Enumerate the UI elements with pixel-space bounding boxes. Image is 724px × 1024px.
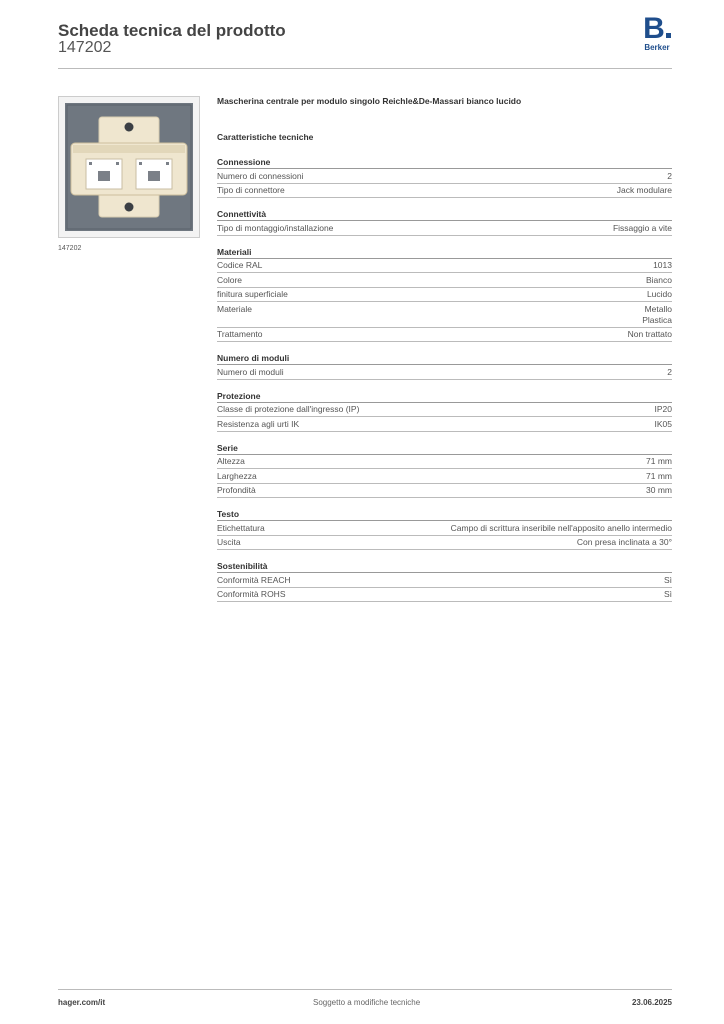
spec-label: Numero di connessioni xyxy=(217,170,304,181)
spec-label: Numero di moduli xyxy=(217,366,284,377)
section-title: Connettività xyxy=(217,208,672,221)
spec-value xyxy=(664,589,672,600)
spec-row xyxy=(217,184,672,199)
spec-value-line: 71 mm xyxy=(646,456,672,466)
spec-value-line: Fissaggio a vite xyxy=(612,222,672,233)
spec-row xyxy=(217,469,672,484)
spec-value-line: 2 xyxy=(667,170,672,181)
footer-notice: Soggetto a modifiche tecniche xyxy=(313,998,421,1007)
spec-label: Tipo di montaggio/installazione xyxy=(217,222,334,233)
spec-label: finitura superficiale xyxy=(217,289,288,299)
spec-value-line: 71 mm xyxy=(646,470,672,481)
spec-label: Colore xyxy=(217,274,243,285)
spec-row xyxy=(217,521,672,536)
spec-row xyxy=(217,221,672,236)
spec-value xyxy=(628,329,672,340)
spec-row xyxy=(217,288,672,303)
spec-label: Conformità ROHS xyxy=(217,589,286,599)
spec-label: Uscita xyxy=(217,537,241,547)
spec-label: Tipo di connettore xyxy=(217,185,285,195)
spec-value xyxy=(664,575,672,586)
spec-value-line: Bianco xyxy=(646,274,672,285)
spec-value xyxy=(655,419,673,430)
cover-plate-illustration xyxy=(59,97,199,237)
spec-label: Codice RAL xyxy=(217,260,263,270)
page-title: Scheda tecnica del prodotto xyxy=(58,21,286,40)
section-title: Sostenibilità xyxy=(217,560,672,573)
spec-section xyxy=(217,390,672,432)
spec-label: Classe di protezione dall'ingresso (IP) xyxy=(217,404,360,414)
spec-value xyxy=(613,223,672,234)
spec-label: Etichettatura xyxy=(217,522,265,533)
spec-label: Materiale xyxy=(217,303,252,314)
brand-name: Berker xyxy=(644,43,670,52)
spec-section xyxy=(217,246,672,343)
spec-value-line: Con presa inclinata a 30° xyxy=(576,537,672,547)
spec-row xyxy=(217,484,672,499)
spec-value xyxy=(653,260,672,271)
spec-value xyxy=(646,275,672,286)
spec-section xyxy=(217,208,672,236)
spec-row xyxy=(217,403,672,418)
image-caption: 147202 xyxy=(58,245,82,252)
spec-row xyxy=(217,273,672,288)
spec-row xyxy=(217,573,672,588)
spec-row xyxy=(217,536,672,551)
product-code: 147202 xyxy=(58,39,112,56)
spec-row xyxy=(217,455,672,470)
product-description: Mascherina centrale per modulo singolo Reichle&De-Massari bianco lucido xyxy=(217,96,522,106)
spec-row xyxy=(217,169,672,184)
spec-value-line: Campo di scrittura inseribile nell'apposito anello intermedio xyxy=(450,522,672,533)
spec-value-line: IP20 xyxy=(654,404,672,414)
spec-value-line: 30 mm xyxy=(646,485,672,495)
spec-row xyxy=(217,302,672,328)
section-title: Connessione xyxy=(217,156,672,169)
spec-value-line: Lucido xyxy=(646,289,672,299)
spec-label: Larghezza xyxy=(217,470,257,481)
section-title: Protezione xyxy=(217,390,672,403)
spec-value xyxy=(667,367,672,378)
spec-section xyxy=(217,508,672,550)
spec-row xyxy=(217,588,672,603)
spec-row xyxy=(217,328,672,343)
footer-date: 23.06.2025 xyxy=(631,998,672,1007)
spec-value-line: Jack modulare xyxy=(616,185,672,195)
spec-value-line: IK05 xyxy=(654,418,672,429)
spec-label: Profondità xyxy=(217,485,256,495)
spec-value-line: Sì xyxy=(663,589,672,599)
spec-value-line: 1013 xyxy=(653,260,672,270)
header-divider xyxy=(58,68,672,69)
spec-section xyxy=(217,442,672,499)
spec-value xyxy=(646,456,672,467)
spec-label: Conformità REACH xyxy=(217,574,291,585)
footer-divider xyxy=(58,989,672,990)
spec-section xyxy=(217,560,672,602)
spec-value-line: Non trattato xyxy=(627,329,672,339)
spec-value-line: 2 xyxy=(667,366,672,377)
spec-label: Resistenza agli urti IK xyxy=(217,418,300,429)
spec-value-line: Sì xyxy=(663,574,672,585)
spec-value-line: Metallo xyxy=(644,303,672,314)
spec-label: Trattamento xyxy=(217,329,263,339)
spec-value xyxy=(642,304,672,326)
spec-value xyxy=(451,523,672,534)
brand-mark: B xyxy=(640,16,674,42)
section-title: Materiali xyxy=(217,246,672,259)
spec-value xyxy=(617,185,672,196)
spec-value xyxy=(647,289,672,300)
spec-value xyxy=(646,471,672,482)
section-title: Numero di moduli xyxy=(217,352,672,365)
section-title: Testo xyxy=(217,508,672,521)
section-title: Serie xyxy=(217,442,672,455)
spec-section xyxy=(217,156,672,198)
spec-value-line: Plastica xyxy=(642,314,672,325)
spec-value xyxy=(667,171,672,182)
spec-value xyxy=(655,404,673,415)
spec-content xyxy=(217,96,672,612)
product-image xyxy=(58,96,200,238)
spec-value xyxy=(646,485,672,496)
spec-row xyxy=(217,259,672,274)
spec-row xyxy=(217,417,672,432)
spec-label: Altezza xyxy=(217,456,245,466)
spec-value xyxy=(577,537,672,548)
brand-logo xyxy=(640,12,674,52)
spec-section xyxy=(217,352,672,380)
spec-sections xyxy=(217,156,672,602)
spec-row xyxy=(217,365,672,380)
footer-website: hager.com/it xyxy=(58,998,106,1007)
characteristics-heading: Caratteristiche tecniche xyxy=(217,132,314,142)
